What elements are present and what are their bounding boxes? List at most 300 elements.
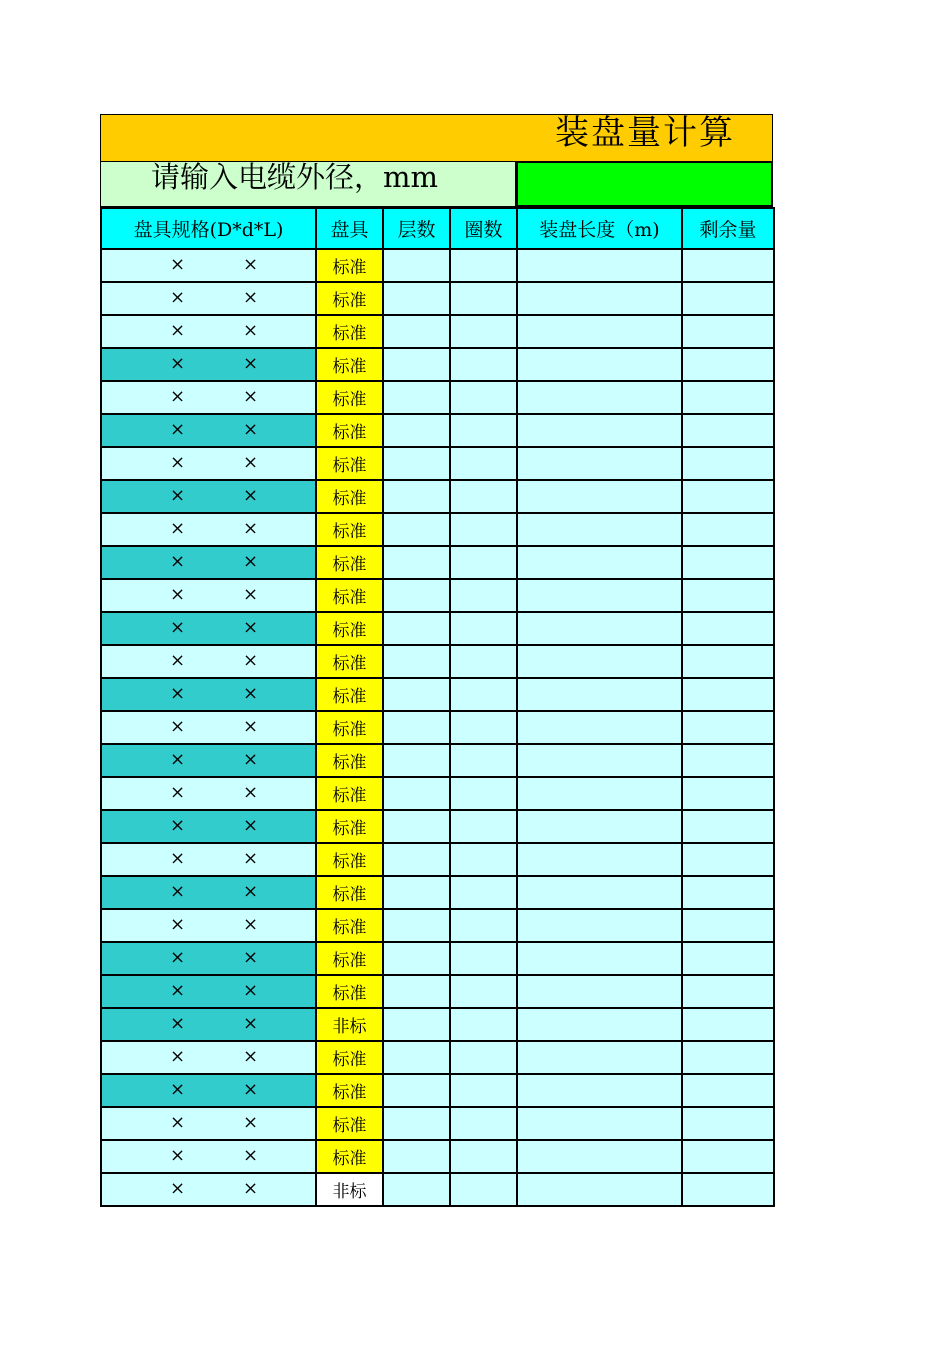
spec-times-sign: ×	[170, 353, 186, 374]
spec-cell[interactable]	[101, 975, 316, 1008]
remaining-cell[interactable]	[682, 1140, 774, 1173]
table-row	[101, 579, 774, 612]
remaining-cell[interactable]	[682, 876, 774, 909]
table-row	[101, 282, 774, 315]
turns-cell[interactable]	[450, 381, 517, 414]
spec-times-sign: ×	[170, 716, 186, 737]
spec-cell-content	[102, 712, 315, 743]
turns-cell[interactable]	[450, 711, 517, 744]
turns-cell[interactable]	[450, 480, 517, 513]
turns-cell[interactable]	[450, 1107, 517, 1140]
spec-cell[interactable]	[101, 1140, 316, 1173]
input-band	[100, 162, 773, 207]
spec-cell[interactable]	[101, 876, 316, 909]
spec-cell-content	[102, 877, 315, 908]
spec-cell[interactable]	[101, 414, 316, 447]
length-cell[interactable]	[517, 513, 682, 546]
spec-cell-content	[102, 613, 315, 644]
remaining-cell[interactable]	[682, 249, 774, 282]
remaining-cell[interactable]	[682, 645, 774, 678]
remaining-cell[interactable]	[682, 1107, 774, 1140]
turns-cell[interactable]	[450, 612, 517, 645]
layers-cell[interactable]	[383, 480, 450, 513]
table-row	[101, 315, 774, 348]
turns-cell[interactable]	[450, 777, 517, 810]
spec-times-sign: ×	[243, 914, 259, 935]
table-row	[101, 249, 774, 282]
remaining-cell[interactable]	[682, 678, 774, 711]
spec-times-sign: ×	[243, 551, 259, 572]
reel-type-cell[interactable]: 标准	[316, 1107, 383, 1140]
layers-cell[interactable]	[383, 1041, 450, 1074]
spec-times-sign: ×	[170, 1178, 186, 1199]
spec-cell[interactable]	[101, 282, 316, 315]
turns-cell[interactable]	[450, 546, 517, 579]
layers-cell[interactable]	[383, 381, 450, 414]
spec-cell[interactable]	[101, 381, 316, 414]
spec-cell[interactable]	[101, 480, 316, 513]
layers-cell[interactable]	[383, 843, 450, 876]
length-cell[interactable]	[517, 678, 682, 711]
spec-times-sign: ×	[243, 1046, 259, 1067]
layers-cell[interactable]	[383, 282, 450, 315]
remaining-cell[interactable]	[682, 777, 774, 810]
length-cell[interactable]	[517, 1041, 682, 1074]
layers-cell[interactable]	[383, 744, 450, 777]
layers-cell[interactable]	[383, 315, 450, 348]
spec-cell-content	[102, 514, 315, 545]
length-cell[interactable]	[517, 1074, 682, 1107]
turns-cell[interactable]	[450, 447, 517, 480]
remaining-cell[interactable]	[682, 975, 774, 1008]
spec-times-sign: ×	[170, 386, 186, 407]
spec-times-sign: ×	[170, 551, 186, 572]
spec-cell-content	[102, 1108, 315, 1139]
reel-type-cell[interactable]: 标准	[316, 282, 383, 315]
spec-times-sign: ×	[243, 452, 259, 473]
table-row	[101, 1074, 774, 1107]
spec-cell[interactable]	[101, 777, 316, 810]
spec-cell-content	[102, 976, 315, 1007]
spec-times-sign: ×	[243, 584, 259, 605]
layers-cell[interactable]	[383, 348, 450, 381]
spec-times-sign: ×	[170, 518, 186, 539]
spec-cell[interactable]	[101, 249, 316, 282]
table-row	[101, 843, 774, 876]
length-cell[interactable]	[517, 315, 682, 348]
spec-times-sign: ×	[170, 980, 186, 1001]
spec-cell-content	[102, 481, 315, 512]
spec-cell-content	[102, 811, 315, 842]
spec-times-sign: ×	[170, 1079, 186, 1100]
spec-times-sign: ×	[170, 1145, 186, 1166]
length-cell[interactable]	[517, 612, 682, 645]
table-row	[101, 480, 774, 513]
spec-cell[interactable]	[101, 315, 316, 348]
remaining-cell[interactable]	[682, 546, 774, 579]
turns-cell[interactable]	[450, 1140, 517, 1173]
spec-times-sign: ×	[243, 419, 259, 440]
turns-cell[interactable]	[450, 348, 517, 381]
spec-cell[interactable]	[101, 612, 316, 645]
table-row	[101, 678, 774, 711]
remaining-cell[interactable]	[682, 447, 774, 480]
turns-cell[interactable]	[450, 513, 517, 546]
length-cell[interactable]	[517, 546, 682, 579]
spec-cell[interactable]	[101, 447, 316, 480]
layers-cell[interactable]	[383, 612, 450, 645]
length-cell[interactable]	[517, 1140, 682, 1173]
reel-type-cell[interactable]: 标准	[316, 579, 383, 612]
length-cell[interactable]	[517, 249, 682, 282]
remaining-cell[interactable]	[682, 315, 774, 348]
table-row	[101, 810, 774, 843]
spec-times-sign: ×	[170, 617, 186, 638]
layers-cell[interactable]	[383, 249, 450, 282]
spec-times-sign: ×	[170, 650, 186, 671]
length-cell[interactable]	[517, 381, 682, 414]
table-row	[101, 975, 774, 1008]
layers-cell[interactable]	[383, 711, 450, 744]
spec-times-sign: ×	[243, 947, 259, 968]
col-header-turns: 圈数	[450, 208, 517, 249]
spec-cell[interactable]	[101, 645, 316, 678]
spec-times-sign: ×	[170, 452, 186, 473]
spec-cell[interactable]	[101, 1074, 316, 1107]
page-title: 装盘量计算	[555, 113, 735, 153]
spec-cell-content	[102, 283, 315, 314]
length-cell[interactable]	[517, 1173, 682, 1206]
reel-type-cell[interactable]: 标准	[316, 1041, 383, 1074]
spec-cell[interactable]	[101, 546, 316, 579]
remaining-cell[interactable]	[682, 480, 774, 513]
length-cell[interactable]	[517, 975, 682, 1008]
spec-cell[interactable]	[101, 579, 316, 612]
remaining-cell[interactable]	[682, 744, 774, 777]
length-cell[interactable]	[517, 777, 682, 810]
layers-cell[interactable]	[383, 579, 450, 612]
col-header-remaining: 剩余量	[682, 208, 774, 249]
layers-cell[interactable]	[383, 1008, 450, 1041]
table-row	[101, 645, 774, 678]
layers-cell[interactable]	[383, 1074, 450, 1107]
turns-cell[interactable]	[450, 744, 517, 777]
table-row	[101, 1107, 774, 1140]
spec-cell-content	[102, 547, 315, 578]
spec-cell-content	[102, 745, 315, 776]
spec-cell-content	[102, 778, 315, 809]
table-row	[101, 777, 774, 810]
spec-times-sign: ×	[170, 914, 186, 935]
table-row	[101, 1173, 774, 1206]
length-cell[interactable]	[517, 909, 682, 942]
remaining-cell[interactable]	[682, 711, 774, 744]
length-cell[interactable]	[517, 810, 682, 843]
spec-cell-content	[102, 943, 315, 974]
spec-cell[interactable]	[101, 744, 316, 777]
length-cell[interactable]	[517, 414, 682, 447]
spec-cell[interactable]	[101, 711, 316, 744]
spec-times-sign: ×	[170, 419, 186, 440]
table-row	[101, 909, 774, 942]
reel-type-cell[interactable]: 标准	[316, 678, 383, 711]
length-cell[interactable]	[517, 711, 682, 744]
spec-cell[interactable]	[101, 942, 316, 975]
spec-cell-content	[102, 448, 315, 479]
spec-times-sign: ×	[243, 518, 259, 539]
reel-type-cell[interactable]: 标准	[316, 810, 383, 843]
spec-cell[interactable]	[101, 909, 316, 942]
spec-times-sign: ×	[243, 848, 259, 869]
col-header-length: 装盘长度（m)	[517, 208, 682, 249]
table-row	[101, 876, 774, 909]
layers-cell[interactable]	[383, 678, 450, 711]
spec-times-sign: ×	[170, 881, 186, 902]
remaining-cell[interactable]	[682, 1074, 774, 1107]
length-cell[interactable]	[517, 876, 682, 909]
reel-type-cell[interactable]: 标准	[316, 777, 383, 810]
remaining-cell[interactable]	[682, 1008, 774, 1041]
layers-cell[interactable]	[383, 414, 450, 447]
table-row	[101, 612, 774, 645]
reel-table	[100, 207, 775, 1207]
cable-diameter-input[interactable]	[516, 162, 773, 207]
remaining-cell[interactable]	[682, 843, 774, 876]
spec-cell[interactable]	[101, 1173, 316, 1206]
spec-cell-content	[102, 382, 315, 413]
spec-cell[interactable]	[101, 1107, 316, 1140]
length-cell[interactable]	[517, 843, 682, 876]
spec-cell[interactable]	[101, 843, 316, 876]
turns-cell[interactable]	[450, 975, 517, 1008]
layers-cell[interactable]	[383, 810, 450, 843]
spec-cell-content	[102, 679, 315, 710]
layers-cell[interactable]	[383, 546, 450, 579]
spec-cell-content	[102, 580, 315, 611]
reel-type-cell[interactable]: 标准	[316, 1140, 383, 1173]
reel-type-cell[interactable]: 标准	[316, 711, 383, 744]
spec-times-sign: ×	[170, 1046, 186, 1067]
spec-cell-content	[102, 316, 315, 347]
reel-type-cell[interactable]: 标准	[316, 249, 383, 282]
spec-times-sign: ×	[243, 353, 259, 374]
reel-type-cell[interactable]: 标准	[316, 414, 383, 447]
length-cell[interactable]	[517, 447, 682, 480]
remaining-cell[interactable]	[682, 909, 774, 942]
spec-times-sign: ×	[243, 1178, 259, 1199]
spec-cell-content	[102, 349, 315, 380]
turns-cell[interactable]	[450, 942, 517, 975]
turns-cell[interactable]	[450, 645, 517, 678]
layers-cell[interactable]	[383, 942, 450, 975]
length-cell[interactable]	[517, 1107, 682, 1140]
spec-cell[interactable]	[101, 348, 316, 381]
layers-cell[interactable]	[383, 1107, 450, 1140]
spec-times-sign: ×	[243, 980, 259, 1001]
turns-cell[interactable]	[450, 249, 517, 282]
spec-times-sign: ×	[243, 782, 259, 803]
header-row	[101, 208, 774, 249]
reel-type-cell[interactable]: 标准	[316, 975, 383, 1008]
layers-cell[interactable]	[383, 447, 450, 480]
reel-type-cell[interactable]: 标准	[316, 315, 383, 348]
reel-type-cell[interactable]: 标准	[316, 942, 383, 975]
remaining-cell[interactable]	[682, 579, 774, 612]
spreadsheet	[100, 114, 773, 1207]
turns-cell[interactable]	[450, 843, 517, 876]
spec-times-sign: ×	[243, 1079, 259, 1100]
spec-times-sign: ×	[243, 650, 259, 671]
spec-times-sign: ×	[243, 716, 259, 737]
col-header-layers: 层数	[383, 208, 450, 249]
spec-cell-content	[102, 1075, 315, 1106]
length-cell[interactable]	[517, 744, 682, 777]
length-cell[interactable]	[517, 942, 682, 975]
table-row	[101, 711, 774, 744]
spec-times-sign: ×	[170, 683, 186, 704]
spec-times-sign: ×	[243, 683, 259, 704]
reel-type-cell[interactable]: 标准	[316, 513, 383, 546]
spec-times-sign: ×	[170, 254, 186, 275]
reel-type-cell[interactable]: 标准	[316, 381, 383, 414]
reel-type-cell[interactable]: 标准	[316, 1074, 383, 1107]
length-cell[interactable]	[517, 282, 682, 315]
spec-times-sign: ×	[243, 881, 259, 902]
spec-times-sign: ×	[170, 749, 186, 770]
layers-cell[interactable]	[383, 513, 450, 546]
layers-cell[interactable]	[383, 909, 450, 942]
turns-cell[interactable]	[450, 414, 517, 447]
remaining-cell[interactable]	[682, 282, 774, 315]
col-header-spec: 盘具规格(D*d*L)	[101, 208, 316, 249]
table-row	[101, 744, 774, 777]
reel-type-cell[interactable]: 非标	[316, 1173, 383, 1206]
reel-type-cell[interactable]: 标准	[316, 843, 383, 876]
remaining-cell[interactable]	[682, 1173, 774, 1206]
turns-cell[interactable]	[450, 1074, 517, 1107]
remaining-cell[interactable]	[682, 810, 774, 843]
table-row	[101, 942, 774, 975]
table-row	[101, 414, 774, 447]
turns-cell[interactable]	[450, 579, 517, 612]
spec-cell-content	[102, 415, 315, 446]
turns-cell[interactable]	[450, 1173, 517, 1206]
table-row	[101, 513, 774, 546]
remaining-cell[interactable]	[682, 513, 774, 546]
spec-cell[interactable]	[101, 1008, 316, 1041]
remaining-cell[interactable]	[682, 1041, 774, 1074]
spec-cell-content	[102, 1174, 315, 1205]
spec-times-sign: ×	[170, 848, 186, 869]
reel-type-cell[interactable]: 标准	[316, 645, 383, 678]
table-row	[101, 546, 774, 579]
spec-times-sign: ×	[243, 386, 259, 407]
turns-cell[interactable]	[450, 282, 517, 315]
spec-times-sign: ×	[170, 485, 186, 506]
spec-cell-content	[102, 1009, 315, 1040]
turns-cell[interactable]	[450, 678, 517, 711]
spec-times-sign: ×	[170, 320, 186, 341]
remaining-cell[interactable]	[682, 348, 774, 381]
reel-type-cell[interactable]: 标准	[316, 546, 383, 579]
spec-cell-content	[102, 646, 315, 677]
spec-cell[interactable]	[101, 1041, 316, 1074]
layers-cell[interactable]	[383, 1140, 450, 1173]
spec-times-sign: ×	[170, 287, 186, 308]
spec-times-sign: ×	[243, 320, 259, 341]
turns-cell[interactable]	[450, 909, 517, 942]
cable-diameter-label: 请输入电缆外径，mm	[151, 160, 438, 194]
layers-cell[interactable]	[383, 1173, 450, 1206]
turns-cell[interactable]	[450, 1008, 517, 1041]
layers-cell[interactable]	[383, 645, 450, 678]
spec-times-sign: ×	[243, 1112, 259, 1133]
reel-type-cell[interactable]: 标准	[316, 348, 383, 381]
table-row	[101, 1140, 774, 1173]
length-cell[interactable]	[517, 579, 682, 612]
remaining-cell[interactable]	[682, 414, 774, 447]
turns-cell[interactable]	[450, 1041, 517, 1074]
reel-type-cell[interactable]: 标准	[316, 447, 383, 480]
spec-times-sign: ×	[243, 815, 259, 836]
length-cell[interactable]	[517, 480, 682, 513]
remaining-cell[interactable]	[682, 942, 774, 975]
spec-times-sign: ×	[170, 1112, 186, 1133]
turns-cell[interactable]	[450, 876, 517, 909]
layers-cell[interactable]	[383, 777, 450, 810]
reel-type-cell[interactable]: 标准	[316, 909, 383, 942]
spec-times-sign: ×	[243, 749, 259, 770]
spec-times-sign: ×	[243, 254, 259, 275]
table-row	[101, 1008, 774, 1041]
spec-times-sign: ×	[170, 782, 186, 803]
spec-cell-content	[102, 1042, 315, 1073]
spec-cell[interactable]	[101, 810, 316, 843]
table-row	[101, 1041, 774, 1074]
turns-cell[interactable]	[450, 315, 517, 348]
spec-times-sign: ×	[170, 815, 186, 836]
input-label-cell	[100, 162, 516, 207]
spec-times-sign: ×	[243, 485, 259, 506]
layers-cell[interactable]	[383, 876, 450, 909]
spec-times-sign: ×	[243, 287, 259, 308]
length-cell[interactable]	[517, 348, 682, 381]
col-header-reel: 盘具	[316, 208, 383, 249]
spec-cell[interactable]	[101, 513, 316, 546]
layers-cell[interactable]	[383, 975, 450, 1008]
reel-type-cell[interactable]: 标准	[316, 612, 383, 645]
length-cell[interactable]	[517, 645, 682, 678]
reel-type-cell[interactable]: 标准	[316, 480, 383, 513]
spec-times-sign: ×	[243, 1145, 259, 1166]
table-body	[101, 249, 774, 1206]
reel-type-cell[interactable]: 标准	[316, 876, 383, 909]
spec-cell[interactable]	[101, 678, 316, 711]
spec-cell-content	[102, 910, 315, 941]
spec-times-sign: ×	[170, 947, 186, 968]
spec-cell-content	[102, 250, 315, 281]
spec-times-sign: ×	[243, 617, 259, 638]
spec-cell-content	[102, 844, 315, 875]
reel-type-cell[interactable]: 标准	[316, 744, 383, 777]
spec-times-sign: ×	[170, 1013, 186, 1034]
turns-cell[interactable]	[450, 810, 517, 843]
table-row	[101, 381, 774, 414]
remaining-cell[interactable]	[682, 381, 774, 414]
reel-type-cell[interactable]: 非标	[316, 1008, 383, 1041]
length-cell[interactable]	[517, 1008, 682, 1041]
remaining-cell[interactable]	[682, 612, 774, 645]
